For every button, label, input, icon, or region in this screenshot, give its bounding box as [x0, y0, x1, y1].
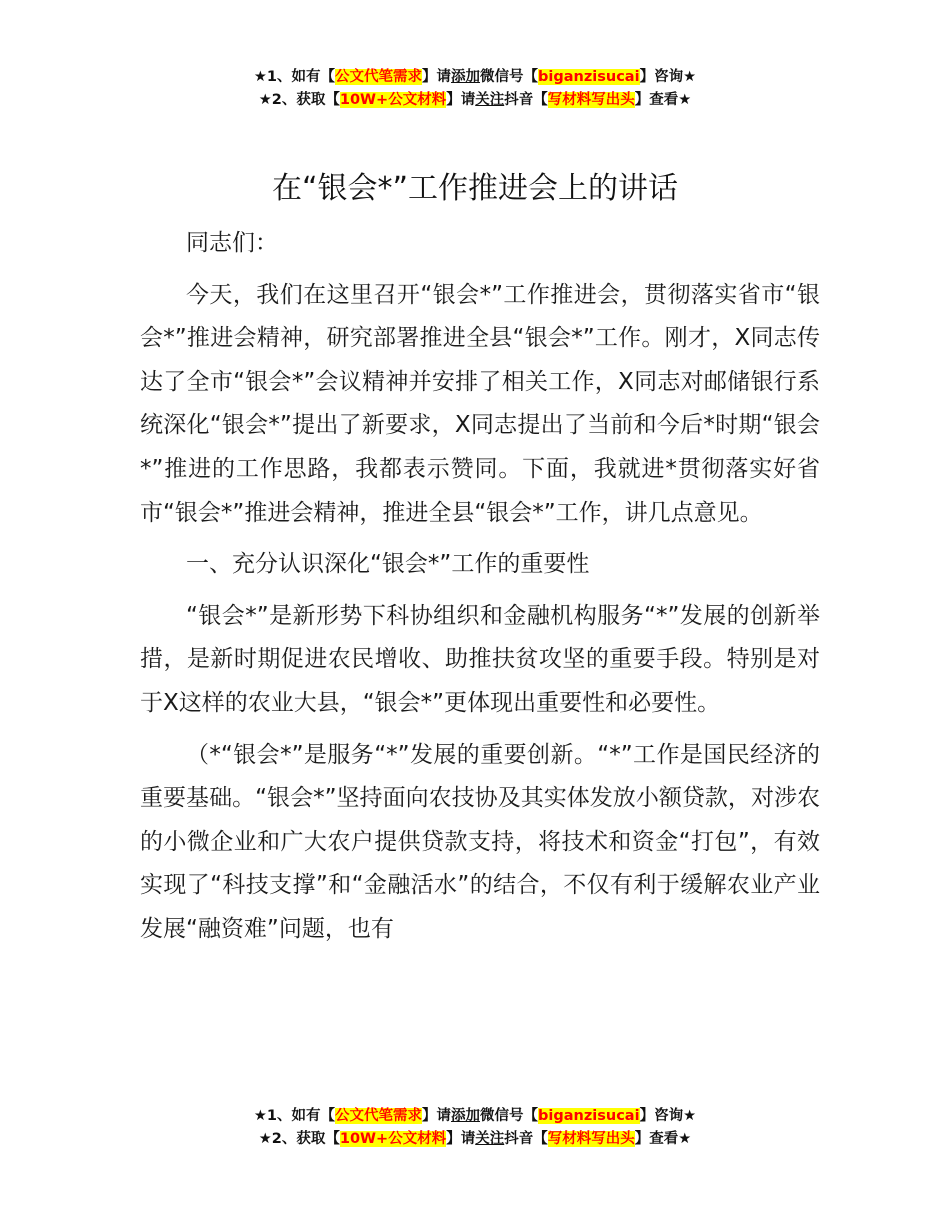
banner-text: 】查看★ [634, 92, 692, 108]
paragraph: 今天，我们在这里召开“银会*”工作推进会，贯彻落实省市“银会*”推进会精神，研究部署推进全县“银会*”工作。刚才，X同志传达了全市“银会*”会议精神并安排了相关工作，X同志对邮储银行系统深化“银会*”提出了新要求，X同志提出了当前和今后*时期“银会*”推进的工作思路，我都表示赞同。下面，我就进*贯彻落实好省市“银会*”推进会精神，推进全县“银会*”工作，讲几点意见。 [140, 281, 820, 526]
banner-text: 抖音【 [504, 92, 548, 108]
banner-text: 】请 [446, 92, 476, 108]
banner-text: 】咨询★ [639, 1108, 697, 1124]
document-body [140, 222, 820, 952]
banner-highlight: 公文代笔需求 [335, 69, 423, 85]
banner-text: 微信号【 [480, 1108, 539, 1124]
banner-underline-text: 添加 [451, 69, 481, 85]
section-heading: 一、充分认识深化“银会*”工作的重要性 [186, 551, 590, 578]
greeting: 同志们： [186, 230, 278, 256]
banner-text: 抖音【 [504, 1131, 548, 1147]
banner-text: ★1、如有【 [253, 1108, 336, 1124]
banner-text: ★2、获取【 [258, 92, 340, 108]
banner-highlight: 写材料写出头 [547, 1131, 635, 1147]
banner-underline-text: 添加 [451, 1108, 481, 1124]
header-banner [0, 66, 950, 112]
document-title: 在“银会*”工作推进会上的讲话 [271, 171, 679, 206]
banner-highlight: biganzisucai [538, 69, 640, 85]
banner-highlight: 10W+公文材料 [339, 1131, 447, 1147]
banner-line-2 [0, 1128, 950, 1151]
banner-highlight: 写材料写出头 [547, 92, 635, 108]
banner-line-2 [0, 89, 950, 112]
banner-line-1 [0, 1105, 950, 1128]
banner-text: 】请 [446, 1131, 476, 1147]
banner-text: ★2、获取【 [258, 1131, 340, 1147]
banner-highlight: 公文代笔需求 [335, 1108, 423, 1124]
paragraph: “银会*”是新形势下科协组织和金融机构服务“*”发展的创新举措，是新时期促进农民增收、助推扶贫攻坚的重要手段。特别是对于X这样的农业大县，“银会*”更体现出重要性和必要性。 [140, 602, 820, 716]
banner-highlight: biganzisucai [538, 1108, 640, 1124]
banner-text: 微信号【 [480, 69, 539, 85]
banner-highlight: 10W+公文材料 [339, 92, 447, 108]
banner-line-1 [0, 66, 950, 89]
footer-banner [0, 1105, 950, 1151]
banner-underline-text: 关注 [475, 1131, 505, 1147]
banner-text: ★1、如有【 [253, 69, 336, 85]
banner-text: 】查看★ [634, 1131, 692, 1147]
banner-text: 】请 [422, 1108, 452, 1124]
banner-text: 】请 [422, 69, 452, 85]
banner-underline-text: 关注 [475, 92, 505, 108]
banner-text: 】咨询★ [639, 69, 697, 85]
paragraph: （*“银会*”是服务“*”发展的重要创新。“*”工作是国民经济的重要基础。“银会*”坚持面向农技协及其实体发放小额贷款，对涉农的小微企业和广大农户提供贷款支持，将技术和资金“打包”，有效实现了“科技支撑”和“金融活水”的结合，不仅有利于缓解农业产业发展“融资难”问题，也有 [140, 741, 820, 942]
